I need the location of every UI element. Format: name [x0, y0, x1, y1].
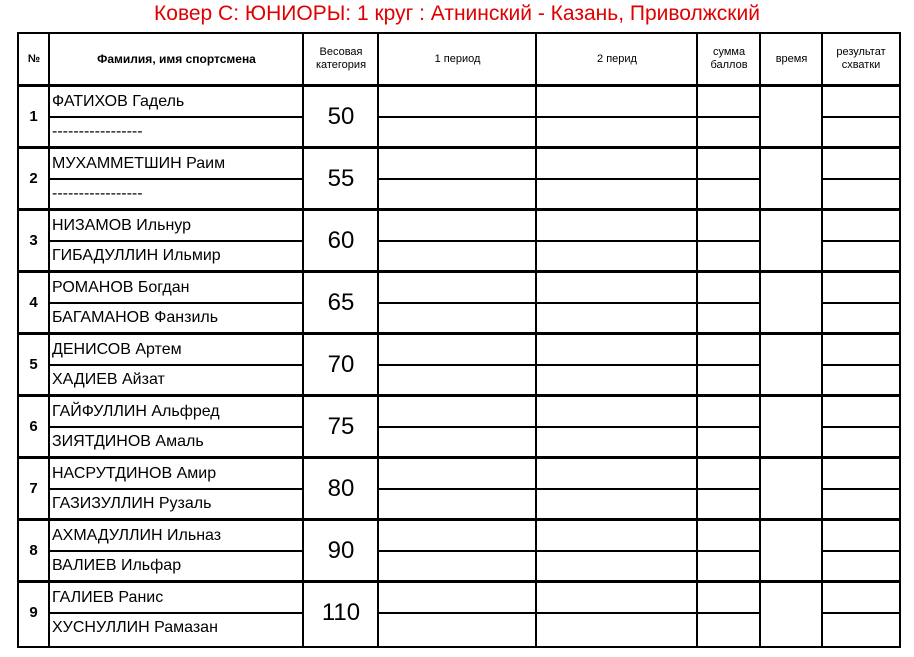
- header-period-2: 2 перид: [597, 52, 637, 65]
- sheet-title: Ковер С: ЮНИОРЫ: 1 круг : Атнинский - Казань, Приволжский: [154, 2, 760, 25]
- athlete-name: ДЕНИСОВ Артем: [52, 341, 182, 358]
- row-number: 9: [29, 604, 38, 621]
- athlete-name: ХАДИЕВ Айзат: [52, 371, 165, 388]
- weight-category: 65: [327, 288, 355, 316]
- weight-category: 80: [327, 474, 355, 502]
- row-number: 6: [29, 418, 38, 435]
- athlete-name: РОМАНОВ Богдан: [52, 279, 190, 296]
- table-row: [19, 583, 899, 646]
- row-number: 1: [29, 108, 38, 125]
- header-sum: сумма баллов: [710, 46, 748, 71]
- header-period-1: 1 период: [434, 52, 481, 65]
- weight-category: 110: [321, 598, 361, 626]
- row-number: 2: [29, 170, 38, 187]
- table-row: [19, 335, 899, 397]
- table-row: [19, 273, 899, 335]
- bout-sheet-table: [17, 32, 901, 648]
- athlete-name: ФАТИХОВ Гадель: [52, 93, 185, 110]
- table-row: [19, 87, 899, 149]
- row-number: 4: [29, 294, 38, 311]
- athlete-name: НАСРУТДИНОВ Амир: [52, 465, 217, 482]
- weight-category: 60: [327, 226, 355, 254]
- table-body: [19, 87, 899, 646]
- athlete-name: -----------------: [52, 123, 143, 140]
- weight-category: 55: [327, 164, 355, 192]
- table-row: [19, 149, 899, 211]
- header-weight: Весовая категория: [315, 46, 367, 71]
- athlete-name: ГАЛИЕВ Ранис: [52, 589, 164, 606]
- table-row: [19, 397, 899, 459]
- athlete-name: БАГАМАНОВ Фанзиль: [52, 309, 219, 326]
- table-row: [19, 521, 899, 583]
- header-num: №: [27, 52, 41, 65]
- athlete-name: ГИБАДУЛЛИН Ильмир: [52, 247, 221, 264]
- athlete-name: НИЗАМОВ Ильнур: [52, 217, 192, 234]
- row-number: 5: [29, 356, 38, 373]
- table-row: [19, 211, 899, 273]
- athlete-name: ВАЛИЕВ Ильфар: [52, 557, 182, 574]
- header-time: время: [775, 52, 808, 65]
- header-name: Фамилия, имя спортсмена: [97, 51, 256, 66]
- athlete-name: ГАЗИЗУЛЛИН Рузаль: [52, 495, 212, 512]
- table-header: [19, 34, 899, 87]
- athlete-name: МУХАММЕТШИН Раим: [52, 155, 226, 172]
- table-row: [19, 459, 899, 521]
- row-number: 8: [29, 542, 38, 559]
- weight-category: 70: [327, 350, 355, 378]
- athlete-name: ГАЙФУЛЛИН Альфред: [52, 403, 220, 420]
- weight-category: 50: [327, 102, 355, 130]
- header-result: результат схватки: [836, 46, 886, 71]
- athlete-name: ЗИЯТДИНОВ Амаль: [52, 433, 204, 450]
- row-number: 7: [29, 480, 38, 497]
- athlete-name: -----------------: [52, 185, 143, 202]
- athlete-name: ХУСНУЛЛИН Рамазан: [52, 619, 218, 636]
- athlete-name: АХМАДУЛЛИН Ильназ: [52, 527, 222, 544]
- weight-category: 90: [327, 536, 355, 564]
- row-number: 3: [29, 232, 38, 249]
- weight-category: 75: [327, 412, 355, 440]
